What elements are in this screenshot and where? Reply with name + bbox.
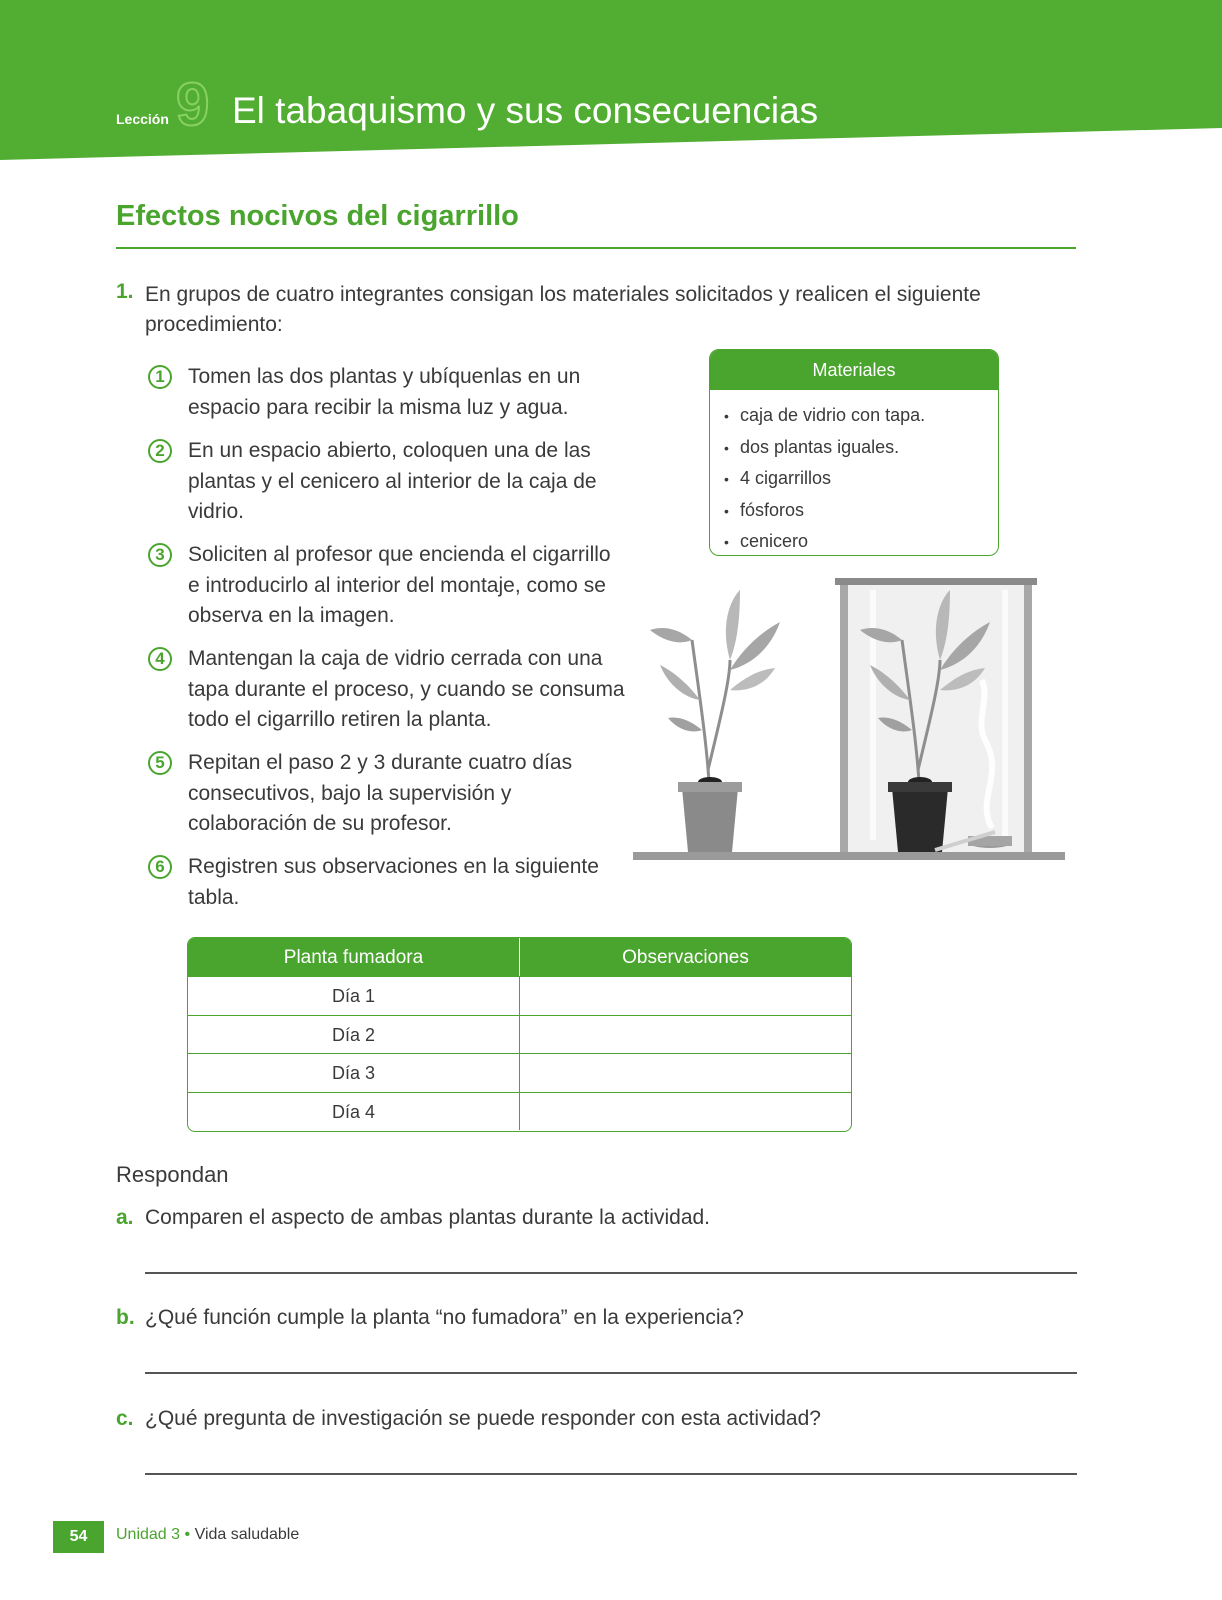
lesson-label: Lección (116, 111, 169, 127)
step-number-badge: 2 (148, 439, 172, 463)
step-number-badge: 6 (148, 855, 172, 879)
table-cell-observation[interactable] (520, 977, 851, 1015)
unit-label (116, 1526, 299, 1544)
materials-item: • dos plantas iguales. (724, 432, 998, 464)
table-row (188, 1015, 851, 1054)
lesson-banner (0, 0, 1222, 165)
materials-item: • fósforos (724, 495, 998, 527)
section-divider (116, 247, 1076, 249)
question-letter: c. (116, 1407, 134, 1430)
unit-separator: • (184, 1526, 191, 1543)
table-cell-day: Día 3 (188, 1054, 520, 1092)
table-row (188, 1092, 851, 1131)
step-number-badge: 4 (148, 647, 172, 671)
experiment-illustration (630, 570, 1070, 870)
table-cell-observation[interactable] (520, 1093, 851, 1131)
step-text: Mantengan la caja de vidrio cerrada con una tapa durante el proceso, y cuando se consuma todo el cigarrillo retiren la planta. (188, 647, 625, 731)
table-header-cell: Observaciones (622, 947, 749, 968)
question-letter: a. (116, 1206, 134, 1229)
step-text: Tomen las dos plantas y ubíquenlas en un espacio para recibir la misma luz y agua. (188, 365, 581, 419)
question-text: Comparen el aspecto de ambas plantas durante la actividad. (145, 1206, 711, 1229)
step-text: Registren sus observaciones en la siguiente tabla. (188, 855, 599, 909)
page-number: 54 (53, 1521, 104, 1553)
materials-item: • cenicero (724, 526, 998, 556)
answer-line[interactable] (145, 1473, 1077, 1475)
section-title: Efectos nocivos del cigarrillo (116, 200, 519, 232)
answer-line[interactable] (145, 1372, 1077, 1374)
step-number-badge: 1 (148, 365, 172, 389)
table-cell-day: Día 1 (188, 977, 520, 1015)
table-header-cell: Planta fumadora (188, 938, 520, 976)
table-row (188, 976, 851, 1015)
table-cell-day: Día 2 (188, 1016, 520, 1054)
table-header-row (188, 938, 851, 976)
unit-name: Unidad 3 (116, 1526, 181, 1543)
step-text: Soliciten al profesor que encienda el cigarrillo e introducirlo al interior del montaje, como se observa en la imagen. (188, 543, 611, 627)
lesson-number: 9 (176, 71, 210, 138)
step-number-badge: 5 (148, 751, 172, 775)
materials-box (709, 349, 999, 556)
glass-box-lid (835, 578, 1037, 585)
unit-topic: Vida saludable (194, 1526, 300, 1543)
question-text: En grupos de cuatro integrantes consigan los materiales solicitados y realicen el siguiente procedimiento: (145, 283, 981, 336)
materials-item: • 4 cigarrillos (724, 463, 998, 495)
materials-item: • caja de vidrio con tapa. (724, 400, 998, 432)
observations-table (187, 937, 852, 1132)
respond-heading: Respondan (116, 1162, 229, 1187)
table-cell-observation[interactable] (520, 1054, 851, 1092)
step-number-badge: 3 (148, 543, 172, 567)
plant-non-smoker (650, 590, 780, 852)
answer-line[interactable] (145, 1272, 1077, 1274)
question-letter: b. (116, 1306, 135, 1329)
question-text: ¿Qué función cumple la planta “no fumadora” en la experiencia? (145, 1306, 744, 1329)
shelf (633, 852, 1065, 860)
materials-list (710, 390, 998, 556)
table-row (188, 1053, 851, 1092)
question-text: ¿Qué pregunta de investigación se puede responder con esta actividad? (145, 1407, 821, 1430)
table-cell-observation[interactable] (520, 1016, 851, 1054)
materials-title: Materiales (710, 350, 998, 390)
question-number: 1. (116, 280, 134, 303)
lesson-title: El tabaquismo y sus consecuencias (232, 90, 819, 131)
table-cell-day: Día 4 (188, 1093, 520, 1131)
step-text: En un espacio abierto, coloquen una de las plantas y el cenicero al interior de la caja de vidrio. (188, 439, 597, 523)
step-text: Repitan el paso 2 y 3 durante cuatro días consecutivos, bajo la supervisión y colaboración de su profesor. (188, 751, 573, 835)
